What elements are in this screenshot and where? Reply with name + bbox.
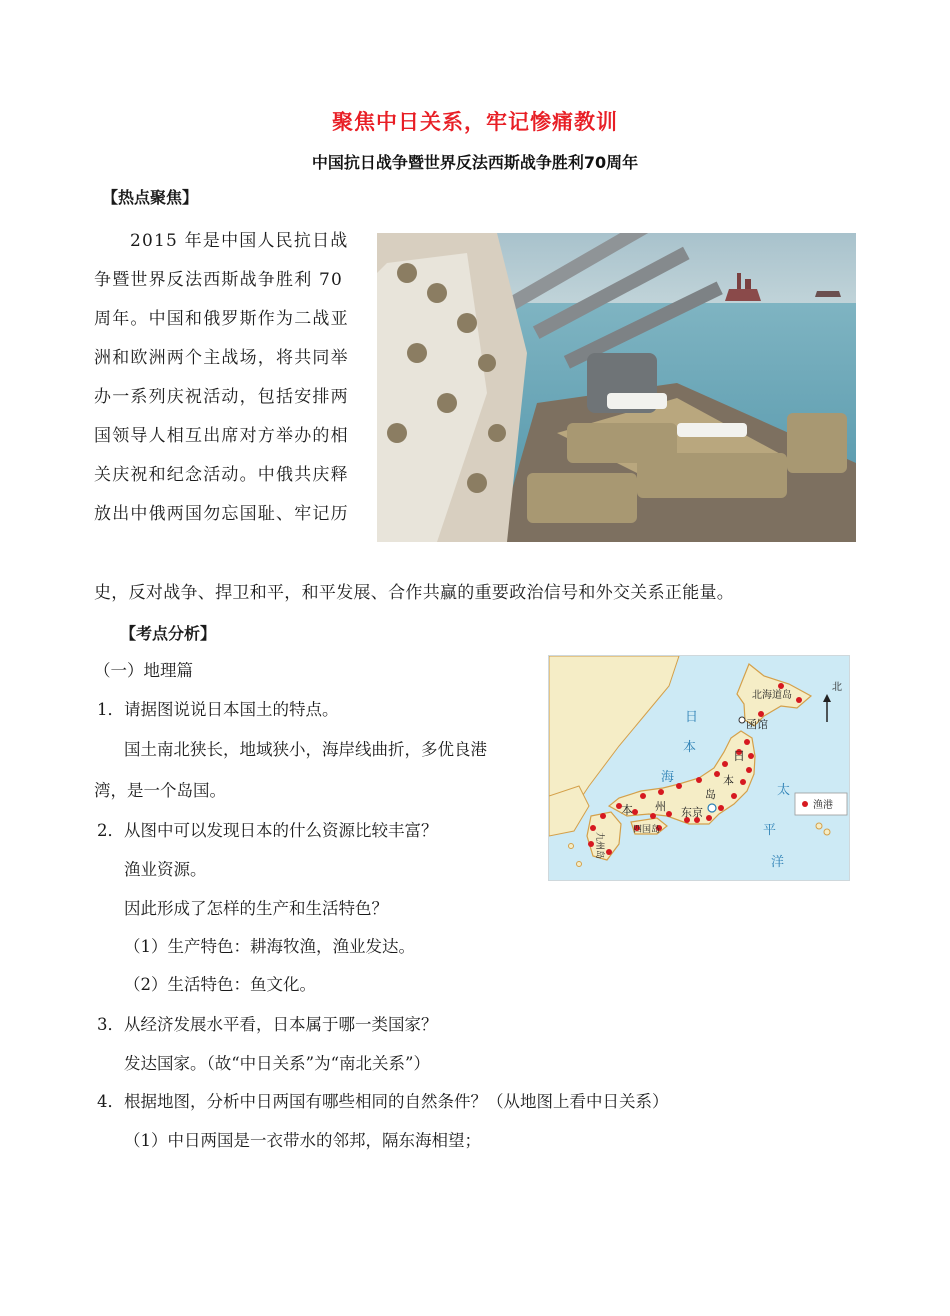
- page-subtitle: 中国抗日战争暨世界反法西斯战争胜利70周年: [311, 153, 639, 172]
- body-line: 2．从图中可以发现日本的什么资源比较丰富？: [97, 821, 438, 840]
- legend-port-icon: [802, 801, 808, 807]
- intro-line: 关庆祝和纪念活动。中俄共庆释: [94, 465, 349, 485]
- intro-line: 争暨世界反法西斯战争胜利 70: [94, 270, 344, 290]
- intro-line: 史，反对战争、捍卫和平，和平发展、合作共赢的重要政治信号和外交关系正能量。: [94, 583, 735, 603]
- label-ocean-yang: 洋: [771, 855, 785, 870]
- page-title: 聚焦中日关系，牢记惨痛教训: [332, 110, 618, 134]
- label-north: 北: [832, 682, 842, 693]
- intro-line: 周年。中国和俄罗斯作为二战亚: [94, 309, 349, 329]
- body-line: （一）地理篇: [94, 661, 193, 680]
- label-kyushu: 九州岛: [594, 832, 604, 860]
- label-sea-ben: 本: [683, 740, 697, 755]
- label-hokkaido: 北海道岛: [752, 690, 792, 701]
- japan-fishing-port-map: [548, 655, 850, 881]
- label-honshu-ri: 日: [733, 749, 746, 763]
- label-honshu-zhou: 州: [655, 800, 666, 813]
- section-heading-analysis: 【考点分析】: [120, 624, 217, 643]
- intro-line: 2015 年是中国人民抗日战: [130, 231, 349, 251]
- body-line: （2）生活特色：鱼文化。: [124, 975, 316, 994]
- label-ocean-ping: 平: [763, 823, 777, 838]
- label-shikoku: 四国岛: [633, 825, 661, 835]
- body-line: 1．请据图说说日本国土的特点。: [97, 700, 339, 719]
- section-heading-hot: 【热点聚焦】: [102, 188, 199, 207]
- body-line: 4．根据地图，分析中日两国有哪些相同的自然条件？（从地图上看中日关系）: [97, 1092, 669, 1111]
- label-sea-hai: 海: [661, 770, 675, 785]
- body-line: 渔业资源。: [124, 860, 207, 879]
- surrender-ceremony-photo: [377, 233, 856, 542]
- body-line: 发达国家。（故“中日关系”为“南北关系”）: [124, 1054, 430, 1073]
- label-honshu-ben: 本: [621, 803, 634, 817]
- legend-port-label: 渔港: [813, 800, 833, 811]
- body-line: （1）中日两国是一衣带水的邻邦，隔东海相望；: [124, 1131, 481, 1150]
- label-sea-ri: 日: [685, 710, 699, 725]
- intro-line: 办一系列庆祝活动，包括安排两: [94, 387, 349, 407]
- body-line: 3．从经济发展水平看，日本属于哪一类国家？: [97, 1015, 438, 1034]
- body-line: （1）生产特色：耕海牧渔，渔业发达。: [124, 937, 415, 956]
- intro-line: 洲和欧洲两个主战场，将共同举: [94, 348, 349, 368]
- label-honshu-dao: 岛: [705, 788, 716, 801]
- label-honshu-ben2: 本: [723, 774, 734, 787]
- intro-line: 放出中俄两国勿忘国耻、牢记历: [94, 504, 349, 524]
- body-line: 国土南北狭长，地域狭小，海岸线曲折，多优良港: [124, 740, 487, 759]
- body-line: 因此形成了怎样的生产和生活特色？: [124, 899, 388, 918]
- body-line: 湾，是一个岛国。: [94, 781, 226, 800]
- label-ocean-tai: 太: [777, 783, 791, 798]
- label-tokyo: 东京: [681, 806, 703, 819]
- label-hakodate: 函馆: [746, 718, 768, 731]
- intro-line: 国领导人相互出席对方举办的相: [94, 426, 349, 446]
